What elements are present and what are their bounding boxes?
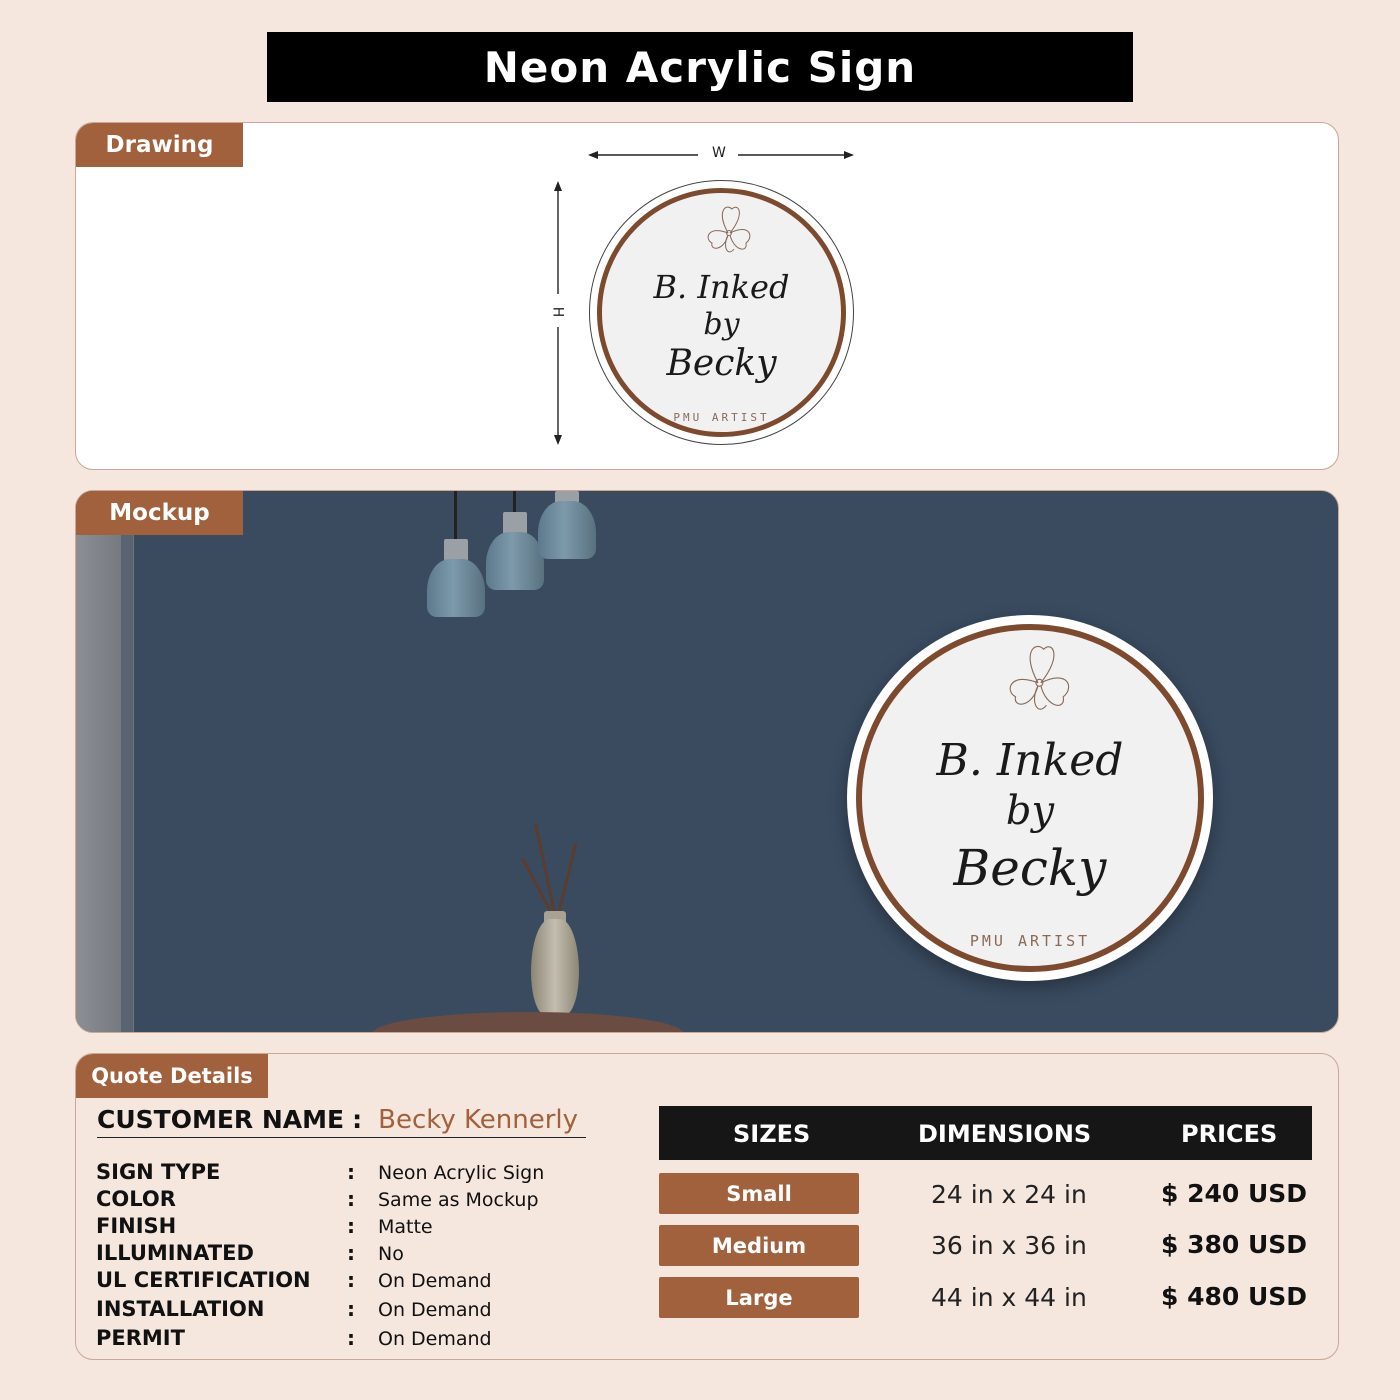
sign-mockup: [847, 615, 1213, 981]
spec-value: Matte: [378, 1216, 433, 1238]
spec-colon: :: [347, 1297, 355, 1321]
dimensions-medium: 36 in x 36 in: [931, 1231, 1087, 1260]
sign-ring: [856, 624, 1204, 972]
height-label: H: [549, 306, 566, 318]
quote-panel: [75, 1053, 1339, 1360]
price-large: $ 480 USD: [1161, 1282, 1308, 1311]
customer-name-row: [97, 1102, 586, 1138]
sign-subtitle: PMU ARTIST: [673, 411, 770, 424]
sign-drawing: [589, 180, 854, 445]
sign-line-2: by: [1005, 788, 1055, 834]
header-dimensions: DIMENSIONS: [918, 1120, 1092, 1148]
page-title: Neon Acrylic Sign: [483, 42, 917, 92]
drawing-tab: Drawing: [76, 123, 243, 167]
spec-key: COLOR: [96, 1187, 176, 1211]
sign-line-2: by: [703, 307, 740, 342]
header-prices: PRICES: [1181, 1120, 1278, 1148]
sign-line-3: Becky: [953, 839, 1107, 897]
spec-colon: :: [347, 1326, 355, 1350]
dimensions-small: 24 in x 24 in: [931, 1180, 1087, 1209]
mockup-tab: Mockup: [76, 491, 243, 535]
dimensions-large: 44 in x 44 in: [931, 1283, 1087, 1312]
spec-key: SIGN TYPE: [96, 1160, 221, 1184]
sign-ring: [597, 188, 846, 437]
spec-colon: :: [347, 1241, 355, 1265]
spec-colon: :: [347, 1268, 355, 1292]
width-label: W: [712, 145, 726, 161]
flower-icon: [698, 201, 758, 261]
wall-edge-shadow: [121, 535, 133, 1033]
spec-colon: :: [347, 1214, 355, 1238]
spec-value: On Demand: [378, 1299, 492, 1321]
spec-key: FINISH: [96, 1214, 177, 1238]
price-small: $ 240 USD: [1161, 1179, 1308, 1208]
spec-value: On Demand: [378, 1270, 492, 1292]
header-sizes: SIZES: [733, 1120, 811, 1148]
spec-colon: :: [347, 1160, 355, 1184]
price-medium: $ 380 USD: [1161, 1230, 1308, 1259]
lamp-cord: [454, 491, 457, 541]
sign-subtitle: PMU ARTIST: [969, 932, 1091, 950]
customer-name-label: CUSTOMER NAME: [97, 1105, 345, 1134]
twig: [557, 843, 577, 914]
size-large-button[interactable]: Large: [659, 1277, 859, 1318]
drawing-panel: [75, 122, 1339, 470]
customer-name-value: Becky Kennerly: [378, 1104, 579, 1135]
table-icon: [372, 1012, 684, 1033]
mockup-panel: [75, 490, 1339, 1033]
spec-key: ILLUMINATED: [96, 1241, 254, 1265]
spec-colon: :: [347, 1187, 355, 1211]
sign-line-3: Becky: [666, 343, 777, 384]
spec-value: On Demand: [378, 1328, 492, 1350]
spec-value: Neon Acrylic Sign: [378, 1162, 545, 1184]
size-medium-button[interactable]: Medium: [659, 1225, 859, 1266]
price-table-header: [659, 1106, 1312, 1160]
sign-line-1: B. Inked: [653, 268, 790, 306]
quote-tab: Quote Details: [76, 1054, 268, 1098]
sign-line-1: B. Inked: [936, 735, 1124, 786]
customer-name-colon: :: [352, 1105, 363, 1134]
spec-value: No: [378, 1243, 404, 1265]
spec-key: UL CERTIFICATION: [96, 1268, 311, 1292]
spec-key: INSTALLATION: [96, 1297, 265, 1321]
vase-icon: [531, 919, 579, 1015]
spec-key: PERMIT: [96, 1326, 185, 1350]
size-small-button[interactable]: Small: [659, 1173, 859, 1214]
page-title-bar: [267, 32, 1133, 102]
spec-value: Same as Mockup: [378, 1189, 539, 1211]
flower-icon: [996, 638, 1080, 722]
